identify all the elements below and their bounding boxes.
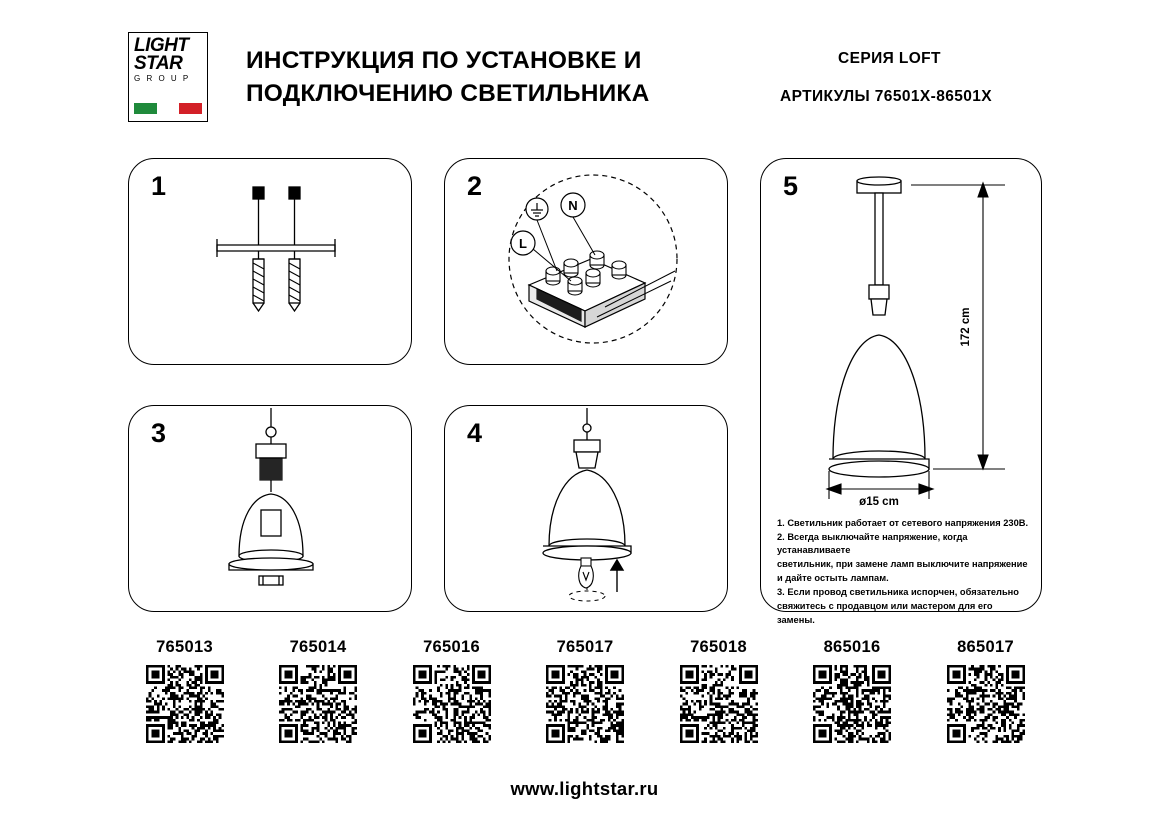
qr-code-image[interactable]	[680, 665, 758, 743]
italy-flag-icon	[134, 103, 202, 114]
qr-label: 765013	[156, 638, 213, 656]
note-line-3: светильник, при замене ламп выключите напряжение	[777, 559, 1028, 570]
svg-text:L: L	[519, 236, 527, 251]
dowels-and-bracket-illustration	[129, 159, 413, 366]
qr-cell	[529, 638, 642, 758]
logo-line-1: LIGHT	[134, 35, 189, 56]
note-line-4: и дайте остыть лампам.	[777, 573, 889, 584]
step-panel-4	[444, 405, 728, 612]
series-label: СЕРИЯ LOFT	[838, 50, 941, 67]
safety-notes	[777, 517, 1029, 628]
qr-label: 865016	[823, 638, 881, 656]
logo-wordmark	[134, 37, 204, 83]
step-number-4: 4	[467, 418, 483, 448]
note-line-2: 2. Всегда выключайте напряжение, когда устанавливаете	[777, 531, 968, 556]
step-number-3: 3	[151, 418, 167, 448]
step-panel-5	[760, 158, 1042, 625]
svg-text:N: N	[568, 198, 578, 213]
diameter-dimension-label: ø15 cm	[859, 496, 899, 508]
note-line-1: 1. Светильник работает от сетевого напряжения 230В.	[777, 518, 1029, 528]
brand-logo	[128, 32, 208, 122]
qr-label: 865017	[957, 638, 1014, 656]
footer-url[interactable]: www.lightstar.ru	[510, 778, 659, 799]
qr-label: 765018	[690, 638, 747, 656]
height-dimension-label: 172 cm	[960, 307, 972, 347]
qr-code-image[interactable]	[146, 665, 224, 743]
qr-code-image[interactable]	[279, 665, 357, 743]
note-line-5: 3. Если провод светильника испорчен, обязательно	[777, 587, 1019, 598]
step-number-2: 2	[467, 171, 483, 201]
terminal-block-wiring-illustration	[445, 159, 729, 366]
step-panel-2	[444, 158, 728, 365]
step-number-5: 5	[783, 171, 799, 201]
install-lamp-illustration	[445, 406, 729, 613]
qr-cell	[395, 638, 508, 758]
qr-label: 765016	[423, 638, 480, 656]
qr-cell	[929, 638, 1042, 758]
qr-code-image[interactable]	[947, 665, 1025, 743]
qr-cell	[796, 638, 909, 758]
logo-line-3: G R O U P	[134, 74, 191, 84]
note-line-6: свяжитесь с продавцом или мастером для его замены.	[777, 601, 993, 625]
qr-code-row	[128, 638, 1042, 758]
qr-cell	[662, 638, 775, 758]
qr-code-image[interactable]	[813, 665, 891, 743]
qr-label: 765014	[289, 638, 347, 656]
step-number-1: 1	[151, 171, 167, 201]
qr-code-image[interactable]	[413, 665, 491, 743]
qr-cell	[262, 638, 375, 758]
page-title: ИНСТРУКЦИЯ ПО УСТАНОВКЕ И ПОДКЛЮЧЕНИЮ СВЕТИЛЬНИКА	[246, 47, 650, 108]
step-panel-1	[128, 158, 412, 365]
qr-cell	[128, 638, 241, 758]
qr-label: 765017	[556, 638, 614, 656]
mount-shade-illustration	[129, 406, 413, 613]
document-header	[0, 0, 1169, 150]
qr-code-image[interactable]	[546, 665, 624, 743]
step-panel-3	[128, 405, 412, 612]
logo-line-2: STAR	[134, 53, 183, 75]
articles-label: АРТИКУЛЫ 76501Х-86501Х	[780, 88, 993, 105]
